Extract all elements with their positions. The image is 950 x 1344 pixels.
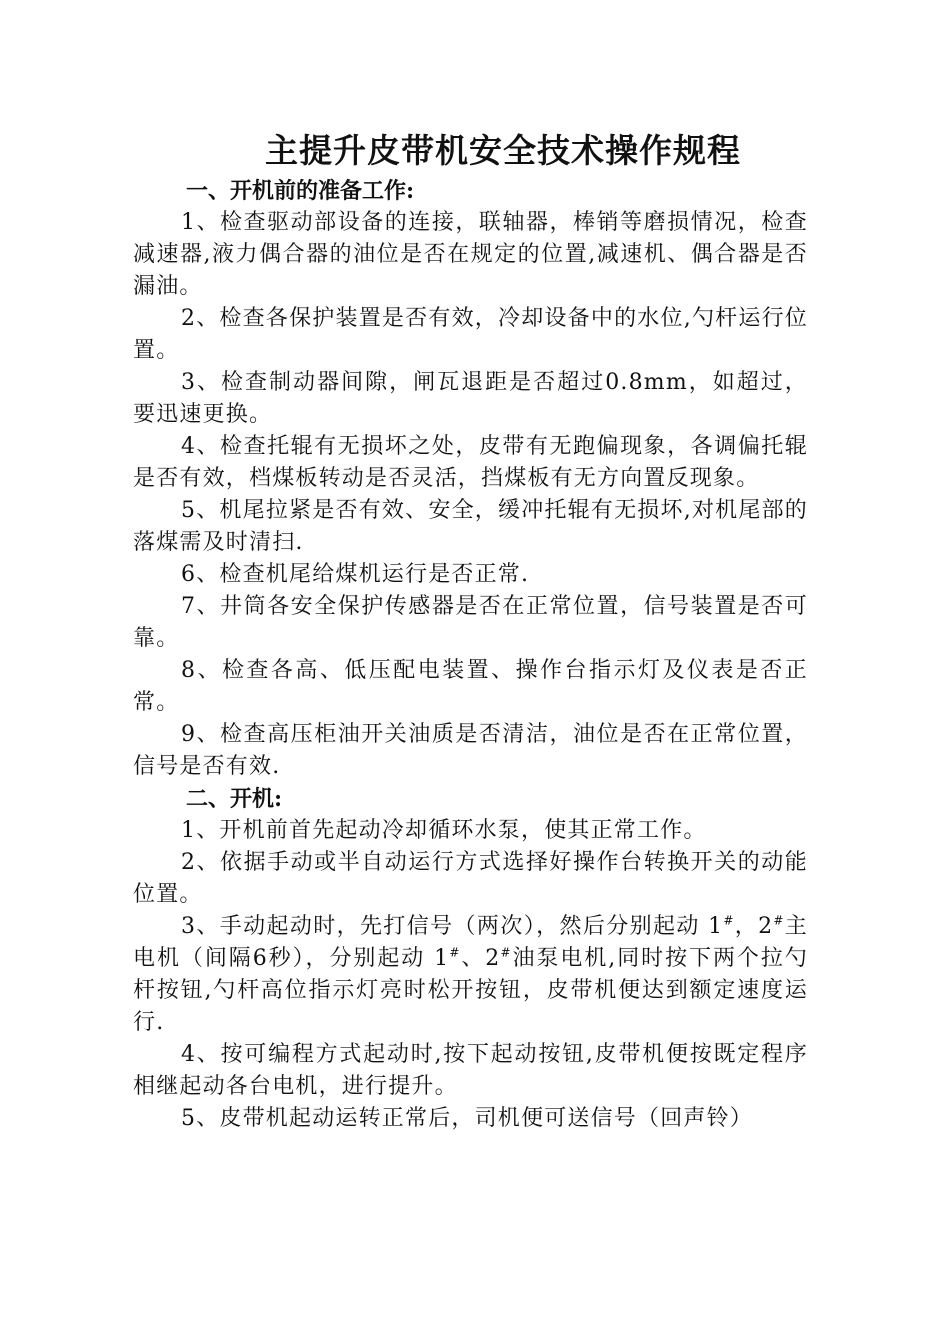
- paragraph: 4、检查托辊有无损坏之处，皮带有无跑偏现象，各调偏托辊是否有效，档煤板转动是否灵活，挡煤板有无方向置反现象。: [133, 434, 808, 491]
- text-segment: ，2: [734, 914, 774, 939]
- paragraph: 6、检查机尾给煤机运行是否正常.: [181, 562, 530, 587]
- text-segment: 油泵电机,同时按下两个拉勺杆按钮,勺杆高位指示灯亮时松开按钮，皮带机便达到额定速度运行.: [133, 946, 808, 1035]
- section-heading-startup: 二、开机:: [186, 786, 283, 812]
- superscript-mark: #: [723, 913, 735, 928]
- paragraph: 1、开机前首先起动冷却循环水泵，使其正常工作。: [181, 818, 707, 843]
- paragraph: 9、检查高压柜油开关油质是否清洁，油位是否在正常位置，信号是否有效.: [133, 722, 808, 779]
- text-segment: 主电机（间隔6秒），分别起动 1: [133, 914, 808, 971]
- paragraph: 1、检查驱动部设备的连接，联轴器，棒销等磨损情况，检查减速器,液力偶合器的油位是否在规定的位置,减速机、偶合器是否漏油。: [133, 210, 808, 299]
- paragraph: 2、检查各保护装置是否有效，冷却设备中的水位,勺杆运行位置。: [133, 306, 808, 363]
- paragraph: 4、按可编程方式起动时,按下起动按钮,皮带机便按既定程序相继起动各台电机，进行提升。: [133, 1042, 808, 1099]
- paragraph: 2、依据手动或半自动运行方式选择好操作台转换开关的动能位置。: [133, 850, 808, 907]
- document-title: 主提升皮带机安全技术操作规程: [265, 131, 741, 170]
- paragraph: 5、机尾拉紧是否有效、安全，缓冲托辊有无损坏,对机尾部的落煤需及时清扫.: [133, 498, 808, 555]
- section-heading-preparation: 一、开机前的准备工作:: [186, 178, 415, 204]
- superscript-mark: #: [449, 945, 461, 960]
- text-segment: 3、手动起动时，先打信号（两次），然后分别起动 1: [181, 914, 724, 939]
- text-segment: 、2: [460, 946, 501, 971]
- superscript-mark: #: [773, 913, 785, 928]
- paragraph: 5、皮带机起动运转正常后，司机便可送信号（回声铃）: [181, 1106, 753, 1131]
- paragraph: 8、检查各高、低压配电装置、操作台指示灯及仪表是否正常。: [133, 658, 808, 715]
- paragraph: 7、井筒各安全保护传感器是否在正常位置，信号装置是否可靠。: [133, 594, 808, 651]
- paragraph: 3、检查制动器间隙，闸瓦退距是否超过0.8mm，如超过，要迅速更换。: [133, 370, 808, 427]
- superscript-mark: #: [500, 945, 512, 960]
- document-body: [133, 175, 808, 1135]
- paragraph-manual-start: [133, 911, 808, 1039]
